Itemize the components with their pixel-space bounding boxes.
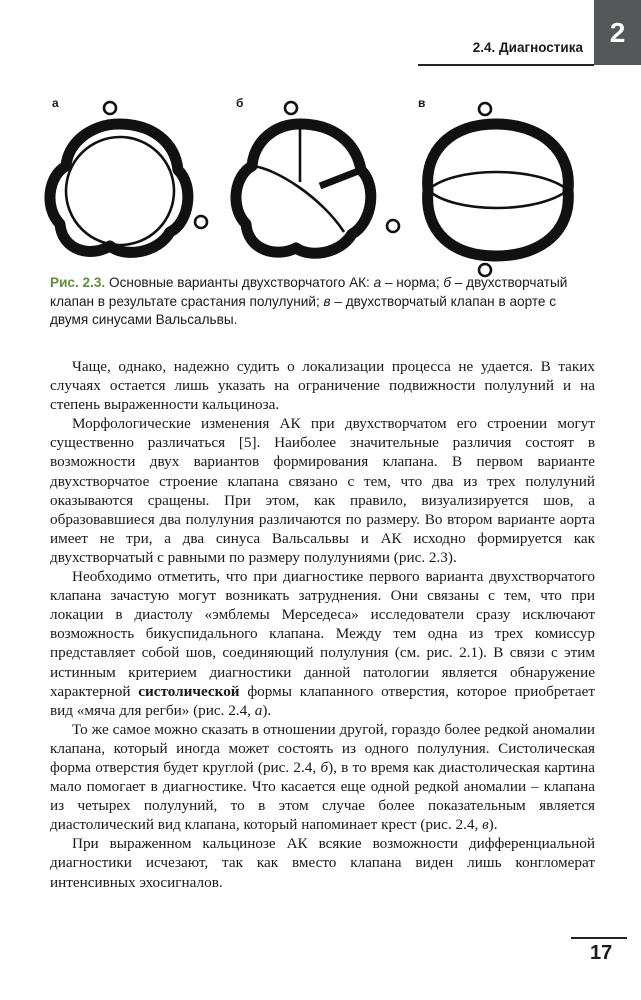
- valve-outline-b: [236, 124, 371, 253]
- valve-diagram-a: [50, 102, 207, 252]
- running-header-section-title: 2.4. Диагностика: [472, 40, 583, 55]
- valve-leaflet-ring-a: [66, 137, 174, 245]
- panel-label-a: а: [52, 96, 59, 110]
- coronary-ostium-marker-a1: [104, 102, 116, 114]
- panel-label-b: б: [236, 96, 244, 110]
- coronary-ostium-marker-b1: [285, 102, 297, 114]
- paragraph-2: Морфологические изменения АК при двухстворчатом его строении могут существенно различаться [5]. Наиболее значительные различия состоят в возможности двух вариантов формирования клапана. В первом варианте двухстворчатое строение клапана связано с тем, что два из трех полулуний оказываются сращены. При этом, как правило, визуализируется шов, а образовавшиеся два полулуния различаются по размеру. Во втором варианте аорта имеет не три, а два синуса Вальсальвы и АК исходно формируется как двухстворчатый с равными по размеру полулуниями (рис. 2.3).: [50, 415, 595, 566]
- valve-diagram-figure: [0, 90, 641, 280]
- paragraph-3: [50, 567, 595, 720]
- coronary-ostium-marker-a2: [195, 216, 207, 228]
- figure-reference-letter: в: [482, 816, 489, 834]
- paragraph-5: При выраженном кальцинозе АК всякие возможности дифференциальной диагностики исчезают, так как вместо клапана виден лишь конгломерат интенсивных эхосигналов.: [50, 835, 595, 891]
- panel-label-v: в: [418, 96, 426, 110]
- figure-reference-letter: б: [320, 758, 329, 776]
- valve-diagram-b: [236, 102, 399, 253]
- valve-diagram-v: [428, 103, 569, 276]
- paragraph-text: ).: [262, 701, 272, 719]
- coronary-ostium-marker-b2: [387, 220, 399, 232]
- footer-rule: [571, 937, 627, 939]
- caption-letter-a: а: [373, 275, 382, 290]
- caption-text: Основные варианты двухстворчатого АК:: [105, 275, 374, 290]
- page-number: 17: [590, 942, 613, 964]
- paragraph-text: То же самое можно сказать в отношении другой, гораздо более редкой аномалии клапана, который иногда может состоять из одного полулуния. Систолическая форма отверстия будет круглой (рис. 2.4,: [50, 720, 595, 776]
- header-rule: [418, 64, 594, 66]
- caption-text: – двухстворчатый клапан в результате срастания полулуний;: [50, 275, 568, 309]
- caption-letter-b: б: [443, 275, 452, 290]
- body-text: [50, 357, 595, 892]
- valve-outline-v: [428, 124, 569, 256]
- paragraph-text: формы клапанного отверстия, которое приобретает вид «мяча для регби» (рис. 2.4,: [50, 682, 596, 719]
- paragraph-text: Необходимо отметить, что при диагностике первого варианта двухстворчатого клапана зачастую могут возникать затруднения. Они связаны с тем, что при локации в диастолу «эмблемы Мерседеса» исследователи сразу исключают возможность бикуспидального клапана. Между тем одна из трех комиссур представляет собой шов, соединяющий полулуния (см. рис. 2.1). В связи с этим истинным критерием диагностики данной патологии является обнаружение характерной: [50, 568, 595, 700]
- coronary-ostium-marker-v1: [479, 103, 491, 115]
- figure-reference-letter: а: [254, 701, 263, 719]
- valve-leaflet-upper-v: [428, 172, 568, 190]
- paragraph-4: [50, 720, 595, 835]
- paragraph-1: Чаще, однако, надежно судить о локализации процесса не удается. В таких случаях остается лишь указать на ограничение подвижности полулуний и на степень выраженности кальциноза.: [50, 358, 595, 414]
- fused-raphe-b: [320, 170, 361, 186]
- valve-leaflet-curve-b: [252, 166, 344, 232]
- paragraph-text: ), в то время как диастолическая картина мало помогает в диагностике. Что касается еще одной редкой аномалии – клапана из четырех полулуний, то в этом случае более показательным является диастолический вид клапана, который напоминает крест (рис. 2.4,: [50, 758, 595, 834]
- bold-term-systolic: систолической: [138, 682, 240, 700]
- valve-outline-a: [50, 124, 188, 252]
- figure-caption-label: Рис. 2.3.: [50, 275, 106, 290]
- chapter-tab: [594, 0, 641, 65]
- paragraph-text: ).: [488, 816, 498, 834]
- figure-caption: [50, 274, 595, 330]
- caption-text: – норма;: [381, 275, 444, 290]
- chapter-number: 2: [609, 16, 626, 48]
- caption-letter-v: в: [323, 293, 331, 309]
- caption-text: – двухстворчатый клапан в аорте с двумя синусами Вальсальвы.: [50, 293, 557, 327]
- valve-leaflet-lower-v: [428, 190, 568, 208]
